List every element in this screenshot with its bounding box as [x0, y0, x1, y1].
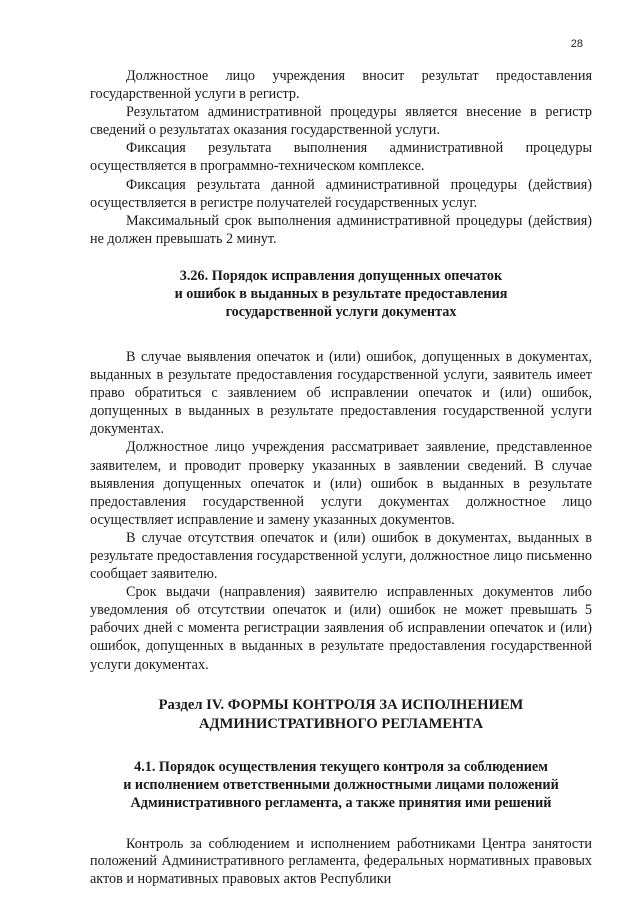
- paragraph: Фиксация результата выполнения административной процедуры осуществляется в программно-техническом комплексе.: [90, 140, 592, 175]
- heading-line: 3.26. Порядок исправления допущенных опечаток: [179, 267, 503, 284]
- heading-line: государственной услуги документах: [225, 303, 457, 320]
- paragraph: В случае отсутствия опечаток и (или) ошибок в документах, выданных в результате предоставления государственной услуги, должностное лицо письменно сообщает заявителю.: [90, 529, 592, 583]
- paragraph: Срок выдачи (направления) заявителю исправленных документов либо уведомления об отсутствии опечаток и (или) ошибок не может превышать 5 рабочих дней с момента регистрации заявления об исправлении опечаток и (или) ошибок, допущенных в выданных в результате предоставления государственной услуги документах.: [90, 584, 592, 673]
- section-heading-3-26: [90, 267, 592, 321]
- section-heading-4: [90, 696, 592, 734]
- paragraph: Результатом административной процедуры является внесение в регистр сведений о результатах оказания государственной услуги.: [90, 104, 592, 139]
- section-heading-4-1: [90, 758, 592, 812]
- heading-line: Раздел IV. ФОРМЫ КОНТРОЛЯ ЗА ИСПОЛНЕНИЕМ: [158, 696, 524, 713]
- paragraph: Должностное лицо учреждения рассматривает заявление, представленное заявителем, и проводит проверку указанных в заявлении сведений. В случае выявления допущенных опечаток и (или) ошибок в выданных в результате предоставления государственной услуги документах должностное лицо осуществляет исправление и замену указанных документов.: [90, 439, 592, 528]
- paragraph: Контроль за соблюдением и исполнением работниками Центра занятости положений Административного регламента, федеральных нормативных правовых актов и нормативных правовых актов Республики: [90, 835, 592, 887]
- paragraph: Фиксация результата данной административной процедуры (действия) осуществляется в регистре получателей государственных услуг.: [90, 176, 592, 211]
- heading-line: Административного регламента, а также принятия ими решений: [130, 794, 552, 811]
- heading-line: и исполнением ответственными должностными лицами положений: [123, 776, 559, 793]
- heading-line: АДМИНИСТРАТИВНОГО РЕГЛАМЕНТА: [199, 715, 483, 732]
- heading-line: и ошибок в выданных в результате предоставления: [174, 285, 508, 302]
- heading-line: 4.1. Порядок осуществления текущего контроля за соблюдением: [134, 758, 548, 775]
- page-number: 28: [570, 38, 583, 50]
- paragraph: Должностное лицо учреждения вносит результат предоставления государственной услуги в регистр.: [90, 68, 592, 103]
- paragraph: Максимальный срок выполнения административной процедуры (действия) не должен превышать 2 минут.: [90, 212, 592, 247]
- paragraph: В случае выявления опечаток и (или) ошибок, допущенных в документах, выданных в результате предоставления государственной услуги, заявитель имеет право обратиться с заявлением об исправлении опечаток и (или) ошибок, допущенных в выданных в результате предоставления государственной услуги документах.: [90, 348, 592, 438]
- page-content: [90, 67, 592, 888]
